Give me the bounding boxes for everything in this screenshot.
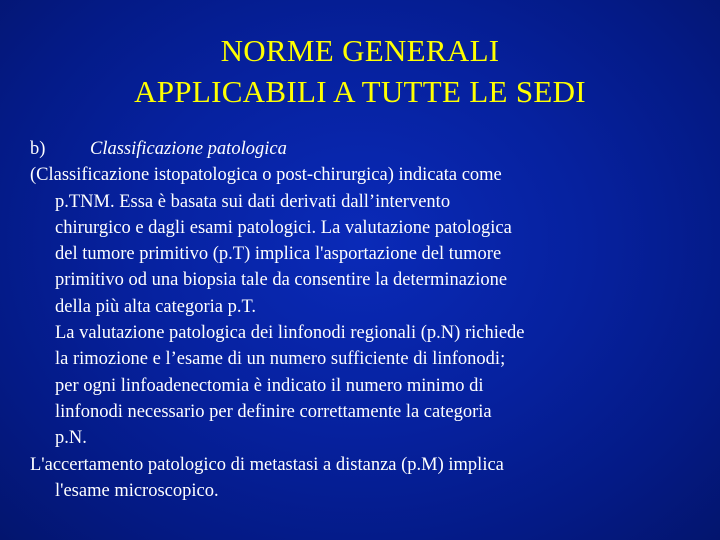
body-line: La valutazione patologica dei linfonodi regionali (p.N) richiede: [55, 323, 525, 344]
section-heading: [30, 136, 700, 162]
title-line-2: APPLICABILI A TUTTE LE SEDI: [134, 74, 586, 109]
body-line: la rimozione e l’esame di un numero sufficiente di linfonodi;: [55, 349, 506, 370]
body-line: chirurgico e dagli esami patologici. La valutazione patologica: [55, 217, 512, 238]
body-line: primitivo od una biopsia tale da consentire la determinazione: [55, 270, 508, 291]
body-line: p.TNM. Essa è basata sui dati derivati dall’intervento: [55, 191, 451, 212]
body-line: del tumore primitivo (p.T) implica l'asportazione del tumore: [55, 244, 502, 265]
body-line: (Classificazione istopatologica o post-chirurgica) indicata come: [30, 165, 502, 186]
section-label: b): [30, 139, 46, 159]
slide-body: [30, 136, 700, 504]
body-line: linfonodi necessario per definire correttamente la categoria: [55, 401, 492, 422]
body-line: l'esame microscopico.: [55, 480, 219, 501]
title-line-1: NORME GENERALI: [220, 33, 500, 68]
slide-title: [0, 30, 720, 112]
section-title: Classificazione patologica: [90, 139, 287, 159]
body-line: L'accertamento patologico di metastasi a distanza (p.M) implica: [30, 454, 504, 475]
body-line: della più alta categoria p.T.: [55, 296, 257, 317]
body-line: p.N.: [55, 428, 87, 449]
body-line: per ogni linfoadenectomia è indicato il numero minimo di: [55, 375, 484, 396]
